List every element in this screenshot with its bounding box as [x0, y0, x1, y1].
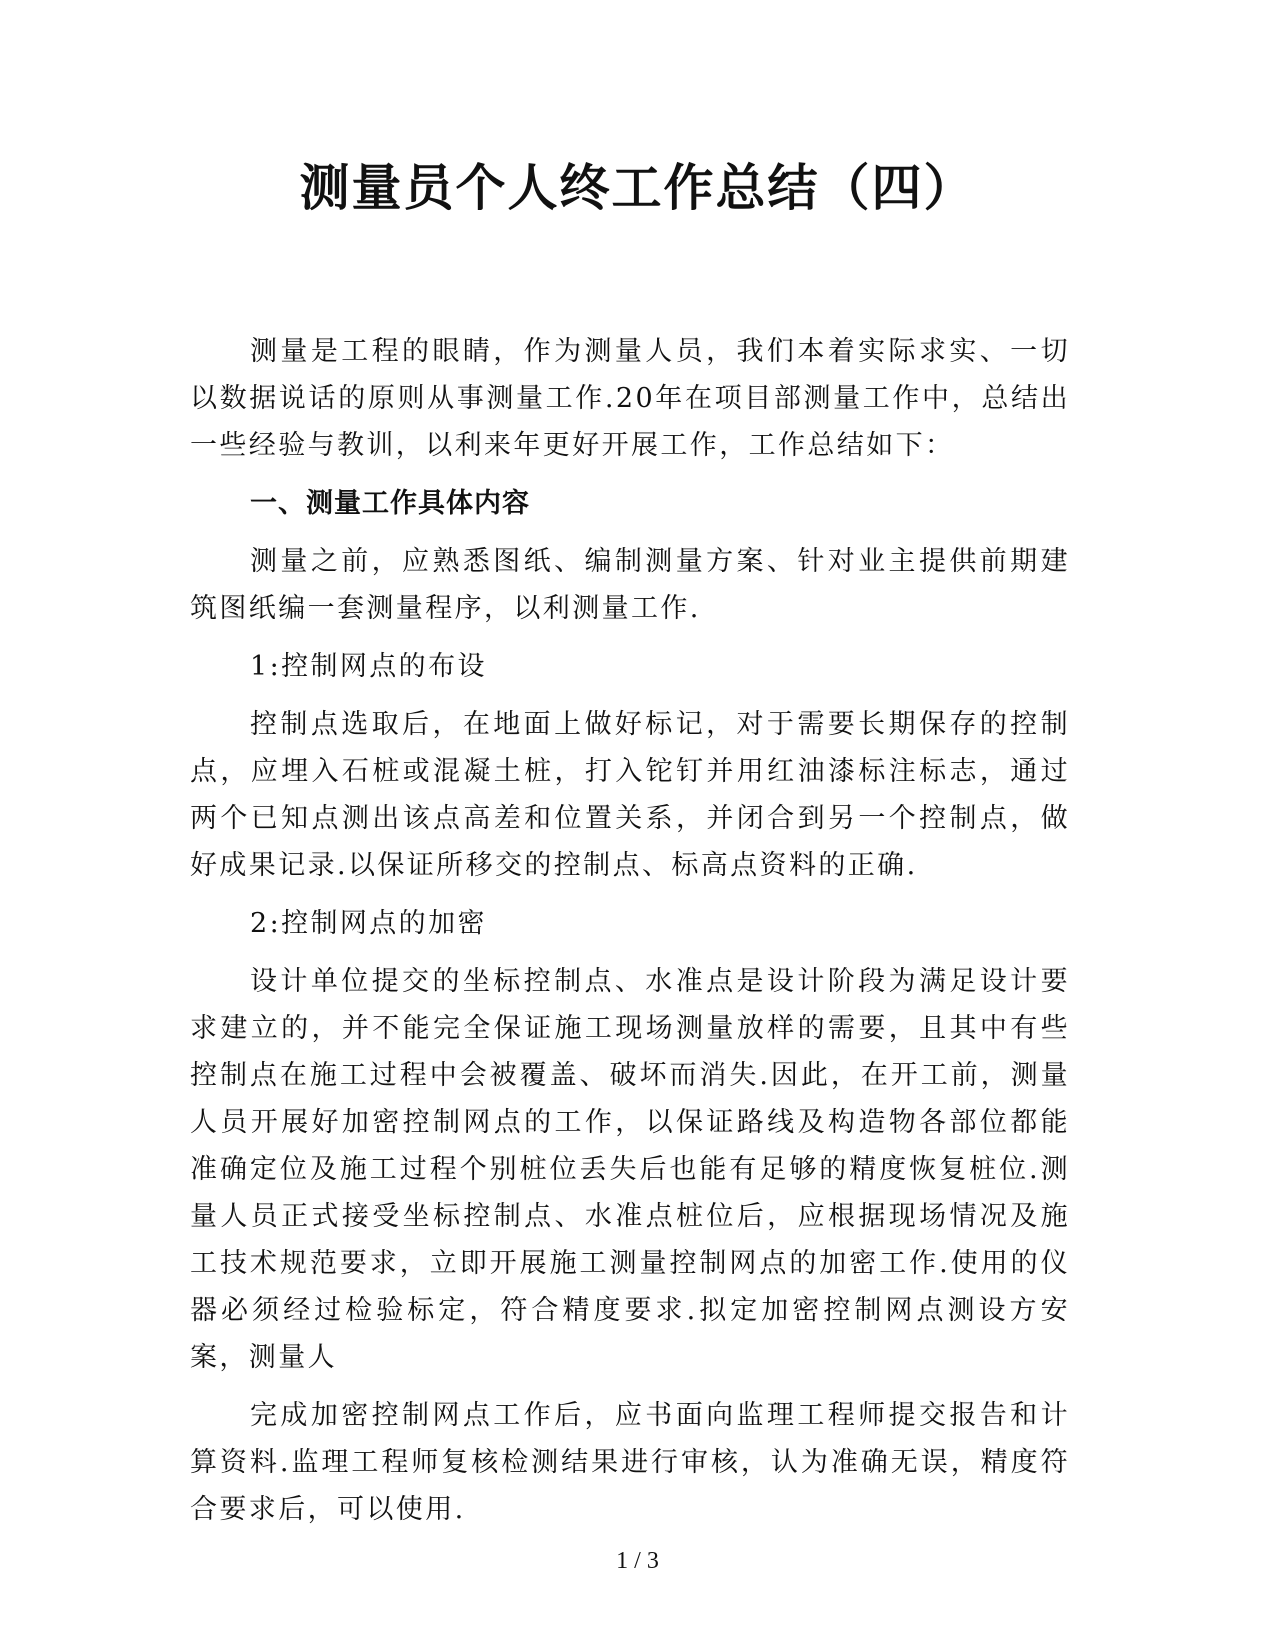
section-heading: 一、测量工作具体内容 [250, 488, 530, 519]
document-body [190, 328, 1070, 1544]
document-title: 测量员个人终工作总结（四） [299, 158, 976, 217]
control-point-paragraph: 控制点选取后，在地面上做好标记，对于需要长期保存的控制点，应埋入石桩或混凝土桩，打入铊钉并用红油漆标注标志，通过两个已知点测出该点高差和位置关系，并闭合到另一个控制点，做好成果记录.以保证所移交的控制点、标高点资料的正确. [190, 709, 1070, 881]
completion-paragraph: 完成加密控制网点工作后，应书面向监理工程师提交报告和计算资料.监理工程师复核检测结果进行审核，认为准确无误，精度符合要求后，可以使用. [190, 1400, 1070, 1525]
page-number: 1 / 3 [616, 1548, 659, 1574]
intro-paragraph: 测量是工程的眼睛，作为测量人员，我们本着实际求实、一切以数据说话的原则从事测量工作.20年在项目部测量工作中，总结出一些经验与教训，以利来年更好开展工作，工作总结如下： [190, 336, 1070, 461]
subheading-control-network-densification: 2:控制网点的加密 [250, 908, 487, 939]
subheading-control-network-layout: 1:控制网点的布设 [250, 651, 487, 682]
densification-paragraph: 设计单位提交的坐标控制点、水准点是设计阶段为满足设计要求建立的，并不能完全保证施工现场测量放样的需要，且其中有些控制点在施工过程中会被覆盖、破坏而消失.因此，在开工前，测量人员开展好加密控制网点的工作，以保证路线及构造物各部位都能准确定位及施工过程个别桩位丢失后也能有足够的精度恢复桩位.测量人员正式接受坐标控制点、水准点桩位后，应根据现场情况及施工技术规范要求，立即开展施工测量控制网点的加密工作.使用的仪器必须经过检验标定，符合精度要求.拟定加密控制网点测设方安案，测量人 [190, 966, 1070, 1373]
preparation-paragraph: 测量之前，应熟悉图纸、编制测量方案、针对业主提供前期建筑图纸编一套测量程序，以利测量工作. [190, 546, 1070, 624]
